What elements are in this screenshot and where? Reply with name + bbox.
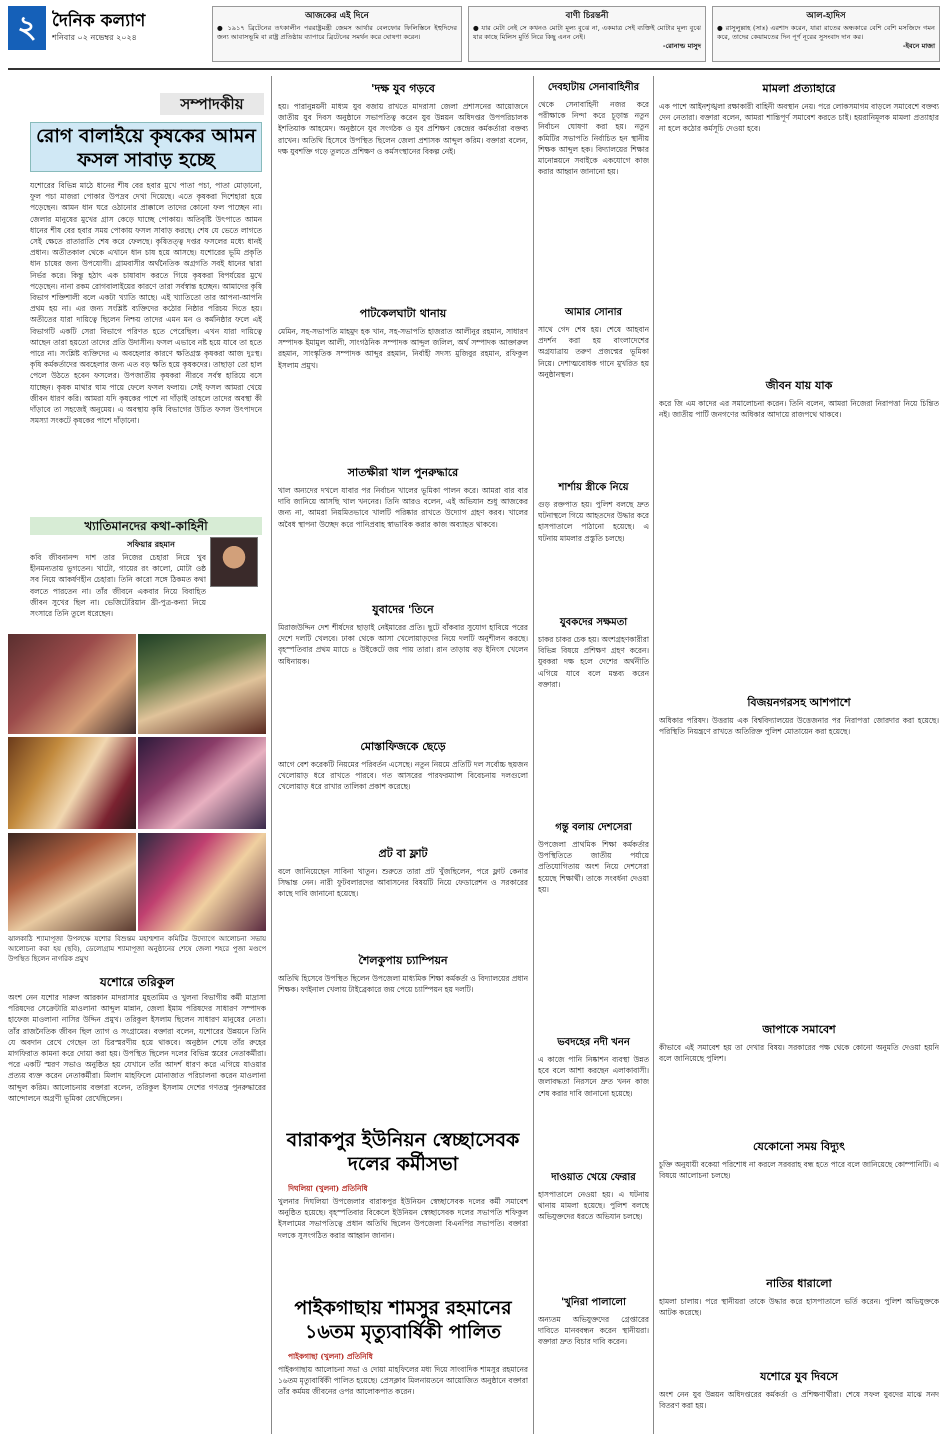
column-byline: সফিয়ার রহমান xyxy=(127,539,175,549)
story-body: হয়। পারানুন্নয়নী মাধ্যম যুব বজায় রাখতে মাদরাসা জেলা প্রশাসনের আয়োজনে জাতীয় যুব দিবস অনুষ্ঠানে সভাপতিত্ব করেন যুব উন্নয়ন অধিদপ্তর উপপরিচালক ইশতিয়াক আহমেদ। অনুষ্ঠানে যুব সংগঠক ও যুব প্রশিক্ষণ কেন্দ্রের কর্মকর্তারা বক্তব্য রাখেন। অতিথি হিসেবে উপস্থিত ছিলেন জেলা প্রশাসক আব্দুল করিম। বক্তারা বলেন, দক্ষ যুবশক্তি গড়ে তুলতে প্রশিক্ষণ ও কর্মসংস্থানের বিকল্প নেই। xyxy=(278,102,528,156)
event-photo xyxy=(8,833,136,931)
news-column-2 xyxy=(278,80,528,1080)
dateline: পাইকগাছা (খুলনা) প্রতিনিধি xyxy=(288,1352,373,1361)
story-body: সাথে গেদ শেষ হয়। শেষে আহবান প্রদর্শন করা হয় বাংলাদেশের অগ্রযাত্রায় তরুণ প্রজন্মের ভূমিকা নিয়ে। দেশাত্মবোধক গানে মুখরিত হয় অনুষ্ঠানস্থল। xyxy=(538,325,649,379)
story-body: এক পাশে আইনশৃঙ্খলা রক্ষাকারী বাহিনী অবস্থান নেয়। পরে লোকসমাগম বাড়লে সমাবেশে বক্তব্য দেন নেতারা। বক্তারা বলেন, আমরা শান্তিপূর্ণ সমাবেশ করতে চাই। হয়রানিমূলক মামলা প্রত্যাহার না হলে কঠোর কর্মসূচি দেওয়া হবে। xyxy=(659,102,939,134)
story-headline: যশোরে যুব দিবসে xyxy=(760,1370,838,1383)
story-headline: যুবকদের সক্ষমতা xyxy=(559,617,628,628)
story-headline: গন্তু বলায় দেশসেরা xyxy=(555,822,632,833)
story-body: এ কাজে পানি নিষ্কাশন ব্যবস্থা উন্নত হবে বলে আশা করছেন এলাকাবাসী। জলাবদ্ধতা নিরসনে দ্রুত খনন কাজ শেষ করার দাবি জানানো হয়েছে। xyxy=(538,1055,649,1098)
today-in-history-box xyxy=(212,6,462,62)
story-headline: 'দক্ষ যুব গড়বে xyxy=(371,82,435,95)
story-headline: বারাকপুর ইউনিয়ন স্বেচ্ছাসেবক দলের কর্মীসভা xyxy=(286,1129,520,1175)
event-photo xyxy=(138,833,266,931)
box-body: ● রাসুলুল্লাহ (সাঃ) এরশাদ করেন, যারা রাতের অন্ধকারে বেশি বেশি মসজিদে গমন করে, তাদের কেয়ামতের দিন পূর্ণ নূরের সুসংবাদ দান কর। xyxy=(717,24,935,41)
story-headline: যুবাদের 'তিনে xyxy=(372,603,434,616)
story-body: অধিকার পরিষদ। উত্তরায় এক বিশ্ববিদ্যালয়ের উত্তেজনার পর নিরাপত্তা জোরদার করা হয়েছে। পরিস্থিতি নিয়ন্ত্রণে রাখতে অতিরিক্ত পুলিশ মোতায়েন করা হয়েছে। xyxy=(659,716,939,737)
story-body: অংশ নেন যশোর দারুল আরকান মাদরাসার মুহতামিম ও খুলনা বিভাগীয় কর্মী মাদ্রাসা পরিষদের সেক্রেটারি মাওলানা আব্দুল মান্নান, জেলা ইমাম পরিষদের সাধারণ সম্পাদক হাফেজ মাওলানা নাসির উদ্দিন প্রমুখ। তরিকুল ইসলাম ছিলেন সাধারণ মানুষের নেতা। তাঁর রাজনৈতিক জীবন ছিল ত্যাগ ও সংগ্রামের। বক্তারা বলেন, যশোরের উন্নয়নে তিনি যে অবদান রেখে গেছেন তা চিরস্মরণীয় হয়ে থাকবে। অনুষ্ঠান শেষে তাঁর রুহের মাগফিরাত কামনা করে দোয়া করা হয়। উপস্থিত ছিলেন দলের বিভিন্ন স্তরের নেতাকর্মীরা। পরে একটি স্মরণ সভাও অনুষ্ঠিত হয় যেখানে তাঁর আদর্শ ধারণ করে এগিয়ে যাওয়ার প্রত্যয় ব্যক্ত করেন নেতাকর্মীরা। মিলাদ মাহফিলে মোনাজাত পরিচালনা করেন মাওলানা আব্দুল করিম। আলোচনায় বক্তারা বলেন, তরিকুল ইসলাম দেশের গণতন্ত্র পুনরুদ্ধারের আন্দোলনে অগ্রণী ভূমিকা রেখেছিলেন। xyxy=(8,993,266,1103)
story-body: হাসপাতালে নেওয়া হয়। এ ঘটনায় থানায় মামলা হয়েছে। পুলিশ বলছে অভিযুক্তদের ধরতে অভিযান চলছে। xyxy=(538,1190,649,1222)
story-body: হামলা চালায়। পরে স্থানীয়রা তাকে উদ্ধার করে হাসপাতালে ভর্তি করেন। পুলিশ অভিযুক্তকে আটক করেছে। xyxy=(659,1297,939,1318)
story-headline: দাওয়াত খেয়ে ফেরার xyxy=(551,1172,636,1183)
story-headline: সাতক্ষীরা খাল পুনরুদ্ধারে xyxy=(347,466,459,479)
story-body: মেমিন, সহ-সভাপতি মাহমুদ হক খান, সহ-সভাপতি হাজরাত আলীনুর রহমান, সাধারণ সম্পাদক ইমামুল আলী, সাংগঠনিক সম্পাদক আব্দুল জলিল, অর্থ সম্পাদক আক্তারুল রহমান, সাংস্কৃতিক সম্পাদক আব্দুর রহমান, নির্বাহী সদস্য মুজিবুর রহমান, রফিকুল ইসলাম প্রমুখ। xyxy=(278,327,528,370)
story-body: করে জি এম কাদের এর সমালোচনা করেন। তিনি বলেন, আমরা নিজেরা নিরাপত্তা নিয়ে চিন্তিত নই। জাতীয় পার্টি জনগণের অধিকার আদায়ে রাজপথে থাকবে। xyxy=(659,399,939,420)
news-column-4 xyxy=(659,80,939,1432)
box-author: -রোনাল্ড মাসুদ xyxy=(662,42,701,50)
story-headline: বিজয়নগরসহ আশপাশে xyxy=(747,696,851,709)
story-headline: জাপাকে সমাবেশ xyxy=(762,1023,836,1036)
story-body: খাল অন্যদের দখলে যাবার পর নির্বাচন খালের ভূমিকা পালন করে। আমরা বার বার দাবি জানিয়ে আসছি খাল খননের। তিনি আরও বলেন, এই অভিযান শুধু আজকের জন্য না, আমরা নিয়মিতভাবে খালটি পরিষ্কার রাখতে উদ্যোগ গ্রহণ করব। খালের অবৈধ স্থাপনা উচ্ছেদ করে পানিপ্রবাহ স্বাভাবিক করার কাজ অব্যাহত থাকবে। xyxy=(278,486,528,529)
box-title: আল-হাদিস xyxy=(806,11,846,21)
story-headline: পাইকগাছায় শামসুর রহমানের ১৬তম মৃত্যুবার্ষিকী পালিত xyxy=(294,1297,512,1343)
story-headline: মোস্তাফিজকে ছেড়ে xyxy=(360,740,446,753)
newspaper-brand: দৈনিক কল্যাণ xyxy=(52,11,146,31)
story-body: চুক্তি অনুযায়ী বকেয়া পরিশোধ না করলে সরবরাহ বন্ধ হতে পারে বলে জানিয়েছে কোম্পানিটি। এ বিষয়ে আলোচনা চলছে। xyxy=(659,1160,939,1181)
event-photo xyxy=(138,634,266,734)
story-body: বলে জানিয়েছেন সাবিনা খাতুন। শুরুতে তারা প্রট খুঁজছিলেন, পরে ফ্লাট কেনার সিদ্ধান্ত নেন। নারী ফুটবলারদের আবাসনের বিষয়টি নিয়ে ফেডারেশন ও সরকারের কাছে দাবি জানানো হয়েছে। xyxy=(278,867,528,899)
event-photo xyxy=(8,634,136,734)
editorial-body: যশোরের বিভিন্ন মাঠে ধানের শীষ বের হবার মুখে পাতা পচা, পাতা মোড়ানো, ফুল পচা মাজরা পোকার উপদ্রব দেখা দিয়েছে। এতে কৃষকরা দিশেহারা হয়ে পড়েছেন। আমন ধান ঘরে ওঠানোর প্রাক্কালে তাদের কোনো ফল পাচ্ছেন না। জেলার মানুষের মুখের গ্রাস কেড়ে ঘাচ্ছে পোকায়। অতিবৃষ্টি উৎপাতে আমন ধানের শীষ বের হবার সময় পোকায় ফসল সাবাড় করছে। শেষ যে ভেতে লাগতে সেই ক্ষেতে রাতারাতি শেষ করে ফেলছে। কৃষিতত্ত্ব দপ্তর ফসলের মধ্যে ধানই প্রধান। অতীতকাল থেকে এখানে ধান চাষ হয়ে আসছে। যশোরের ভূমি প্রকৃতি ধান চাষের জন্য উপযোগী। গ্রামবাসীর অর্থনৈতিক অগ্রগতি সবই ধানের দ্বারা নির্ভর করে। কিন্তু হঠাৎ এক চাষাবাদ করতে গিয়ে কৃষকরা বিপর্যয়ের মুখে পড়েছেন। নানা রকম রোগবালাইয়ের কারণে তারা সর্বস্বান্ত হচ্ছেন। আমাদের কৃষি বিভাগ শক্তিশালী বলে একটা খ্যাতি আছে। এই খ্যাতিতো তার আপনা-আপনি প্রথম হয় না। এর জন্য সংশ্লিষ্ট ব্যক্তিদের কঠোর নিষ্ঠার পরিচয় দিতে হয়। অতীতের যারা দায়িত্বে ছিলেন নিশ্চয় তাদের এমন মন ও কর্মনিষ্ঠার ফলে এই বিভাগটি একটি সেরা বিভাগে পরিণত হতে পেরেছিল। এখন যারা দায়িত্বে আছেন তারা হয়তো তাদের প্রতি উদাসীন। ফসল এভাবে নষ্ট হয়ে যাবে তা হতে পারে না। সংশ্লিষ্ট ব্যক্তিদের এ অবহেলার কারণে ক্ষতিগ্রস্ত কৃষকরা আজ দুঃস্থ। কৃষি কর্মকর্তাদের অবহেলার জন্য এত বড় ক্ষতি হয়ে কৃষকদের। তাছাড়া তো হাল পেলে উঠতে হবেন ফসলের। উপজাতীয় কৃষকরা নীরবে সৰ্বস্ব হারিয়ে বসে যাচ্ছেন। কৃষক মাথার ঘাম পায়ে ফেলে ফসল ফলায়। সেই ফসল আমরা খেয়ে জীবন ধারণ করি। আমরা যদি কৃষকের পাশে না দাঁড়াই তাহলে তাদের অবস্থা কী দাঁড়াবে তা সহজেই অনুমেয়। এ অবস্থায় কৃষি বিভাগের উচিত ফসল উৎপাদনে সমস্যা সংকটে কৃষকের পাশে দাঁড়ানো। xyxy=(30,181,262,426)
photo-caption: ঝালকাঠি শ্যামাপূজা উপলক্ষে যশোর বিশুন্তম মহাশ্মশান কমিটির উদ্যোগে আলোচনা সভায় আলোচনা করা হয় (ছবি), ডেলোগ্রাম শ্যামাপূজা অনুষ্ঠানের শেষে জেলা শহরে পুজা মণ্ডপে উপস্থিত ছিলেন নাগরিক প্রমুখ xyxy=(8,935,266,963)
eternal-quote-box xyxy=(468,6,706,62)
box-title: বাণী চিরন্তনী xyxy=(565,11,609,21)
story-headline: 'খুনিরা পালালো xyxy=(561,1297,626,1308)
page-number: ২ xyxy=(8,6,46,50)
story-body: থেকে সেনাবাহিনী নজর করে পরীক্ষাকে নিন্দা করে চূড়ান্ত নতুন নির্বাচন ঘোষণা করা হয়। নতুন কমিটির সভাপতি নির্বাচিত হন স্থানীয় শিক্ষক আব্দুল হক। বিদ্যালয়ের শিক্ষার মানোন্নয়নে সবাইকে একযোগে কাজ করার আহ্বান জানানো হয়। xyxy=(538,100,649,177)
story-headline: যশোরে তরিকুল xyxy=(99,975,175,989)
dateline: দিঘলিয়া (খুলনা) প্রতিনিধি xyxy=(288,1184,368,1193)
story-headline: পাটকেলঘাটা থানায় xyxy=(359,307,447,320)
column-body: কবি জীবনানন্দ দাশ তার নিজের চেহারা নিয়ে খুব হীনমন্যতায় ভুগতেন। খাটো, গায়ের রং কালো, মোটা ওষ্ঠ সব নিয়ে আকর্ষণহীন চেহারা। তিনি কারো সঙ্গে ঠিকমত কথা বলতে পারতেন না। তাঁর জীবনে একবার নিয়ে বিবাহিত জীবন সুখের ছিল না। ভেজিটেরিয়ান খ্রী-পুত্র-কন্যা নিয়ে সংসারে তিনি তুলে ধরেছেন। xyxy=(30,553,206,619)
editorial-banner: সম্পাদকীয় xyxy=(160,93,264,115)
column-rule xyxy=(653,76,654,1434)
event-photo xyxy=(138,737,266,829)
story-body: আগে বেশ করেকটি নিয়মের পরিবর্তন এসেছে। নতুন নিয়মে প্রতিটি দল সর্বোচ্চ ছয়জন খেলোয়াড় ধরে রাখতে পারবে। গত আসরের পারফরম্যান্স বিবেচনায় দলগুলো খেলোয়াড় ধরে রাখার তালিকা প্রকাশ করেছে। xyxy=(278,760,528,792)
story-body: পাইকগাছায় আলোচনা সভা ও দোয়া মাহফিলের মধ্য দিয়ে সাংবাদিক শামসুর রহমানের ১৬তম মৃত্যুবার্ষিকী পালিত হয়েছে। প্রেসক্লাব মিলনায়তনে আয়োজিত অনুষ্ঠানে বক্তারা তাঁর কর্মময় জীবনের ওপর আলোকপাত করেন। xyxy=(278,1365,528,1397)
event-photo xyxy=(8,737,136,829)
box-body: ● ১৯১৭ ব্রিটেনের তৎকালীন পররাষ্ট্রমন্ত্রী জেমস আর্থার বেলফোর ফিলিস্তিনে ইহুদিদের জন্য আবাসভূমি বা রাষ্ট্র প্রতিষ্ঠায় ব্যাপারে ব্রিটেনের সমর্থন করে ঘোষণা করেন। xyxy=(217,24,457,41)
news-column-3 xyxy=(538,80,649,1432)
box-body: ● যার মেটা নেই সে কখনও মোটা মূল্য বুঝে না, একমাত্র সেই ব্যক্তিই মোটার মূল্য বুঝে যার কাছে মিলিস মুর্তি নিরে কিছু এনন নেই। xyxy=(473,24,701,41)
issue-date: শনিবার ০২ নভেম্বর ২০২৪ xyxy=(52,33,137,42)
story-headline: শার্শায় স্ত্রীকে নিয়ে xyxy=(558,482,629,493)
story-body: খুলনার দিঘলিয়া উপজেলার বারাকপুর ইউনিয়ন স্বেচ্ছাসেবক দলের কর্মী সমাবেশ অনুষ্ঠিত হয়েছে। বৃহস্পতিবার বিকেলে ইউনিয়ন স্বেচ্ছাসেবক দলের সভাপতি শফিকুল ইসলামের সভাপতিত্বে প্রধান অতিথি ছিলেন উপজেলা বিএনপির সভাপতি। বক্তারা দলকে সুসংগঠিত করার আহ্বান জানান। xyxy=(278,1197,528,1240)
story-headline: জীবন যায় যাক xyxy=(765,379,833,392)
story-body: অন্যতম অভিযুক্তদের গ্রেপ্তারের দাবিতে মানববন্ধন করেন স্থানীয়রা। বক্তারা দ্রুত বিচার দাবি করেন। xyxy=(538,1315,649,1347)
story-body: চাকর চাকর চেক হয়। অংশগ্রহণকারীরা বিভিন্ন বিষয়ে প্রশিক্ষণ গ্রহণ করেন। যুবকরা দক্ষ হলে দেশের অর্থনীতি এগিয়ে যাবে বলে মন্তব্য করেন বক্তারা। xyxy=(538,635,649,689)
story-body: অংশ নেন যুব উন্নয়ন অধিদপ্তরের কর্মকর্তা ও প্রশিক্ষণার্থীরা। শেষে সফল যুবদের মাঝে সনদ বিতরণ করা হয়। xyxy=(659,1390,939,1411)
story-headline: আমার সোনার xyxy=(564,307,623,318)
editorial-headline: রোগ বালাইয়ে কৃষকের আমন ফসল সাবাড় হচ্ছে xyxy=(30,122,262,172)
story-body: কীভাবে এই সমাবেশ হয় তা দেখার বিষয়। সরকারের পক্ষ থেকে কোনো অনুমতি দেওয়া হয়নি বলে জানিয়েছে পুলিশ। xyxy=(659,1043,939,1064)
story-headline: শৈলকুপায় চ্যাম্পিয়ন xyxy=(358,954,448,967)
story-body: উপজেলা প্রাথমিক শিক্ষা কর্মকর্তার উপস্থিতিতে জাতীয় পর্যায়ে প্রতিযোগিতায় অংশ নিয়ে দেশসেরা হয়েছে শিক্ষার্থী। তাকে সংবর্ধনা দেওয়া হয়। xyxy=(538,840,649,894)
story-headline: মামলা প্রত্যাহারে xyxy=(762,82,836,95)
author-avatar xyxy=(210,537,258,587)
hadith-box xyxy=(712,6,940,62)
column-title: খ্যাতিমানদের কথা-কাহিনী xyxy=(30,517,262,535)
column-rule xyxy=(533,76,534,1434)
story-body: গুড় রক্তপাত হয়। পুলিশ বলছে দ্রুত ঘটনাস্থলে গিয়ে আহতদের উদ্ধার করে হাসপাতালে পাঠানো হয়েছে। এ ঘটনায় মামলার প্রস্তুতি চলছে। xyxy=(538,500,649,543)
story-headline: নাতির ধারালো xyxy=(766,1277,832,1290)
column-rule xyxy=(271,76,272,1434)
box-title: আজকের এই দিনে xyxy=(305,11,369,21)
story-headline: ভবদহের নদী খনন xyxy=(557,1037,630,1048)
story-headline: যেকোনো সময় বিদ্যুৎ xyxy=(753,1140,845,1153)
story-headline: প্রট বা ফ্লাট xyxy=(378,847,428,860)
header-rule xyxy=(8,68,940,70)
box-author: -ইবনে মাজা xyxy=(902,42,935,50)
story-headline: দেবহাটায় সেনাবাহিনীর xyxy=(547,82,640,93)
story-body: মিরাজউদ্দিন দেশ শীর্ষদের ছাড়াই নেইমারের প্রতি। ছুটে বাঁকবার সুযোগ হাবিয়ে পরের দেশে দলটি খেলবে। ঢাকা থেকে আসা খেলোয়াড়দের নিয়ে দলটি অনুশীলন করছে। বৃহস্পতিবার প্রথম ম্যাচে ৪ উইকেটে জয় পায় তারা। রান তাড়ায় বড় ইনিংস খেলেন অধিনায়ক। xyxy=(278,623,528,666)
story-body: অতিথি হিসেবে উপস্থিত ছিলেন উপজেলা মাধ্যমিক শিক্ষা কর্মকর্তা ও বিদ্যালয়ের প্রধান শিক্ষক। ফাইনাল খেলায় টাইব্রেকারে জয় পেয়ে চ্যাম্পিয়ন হয় দলটি। xyxy=(278,974,528,995)
